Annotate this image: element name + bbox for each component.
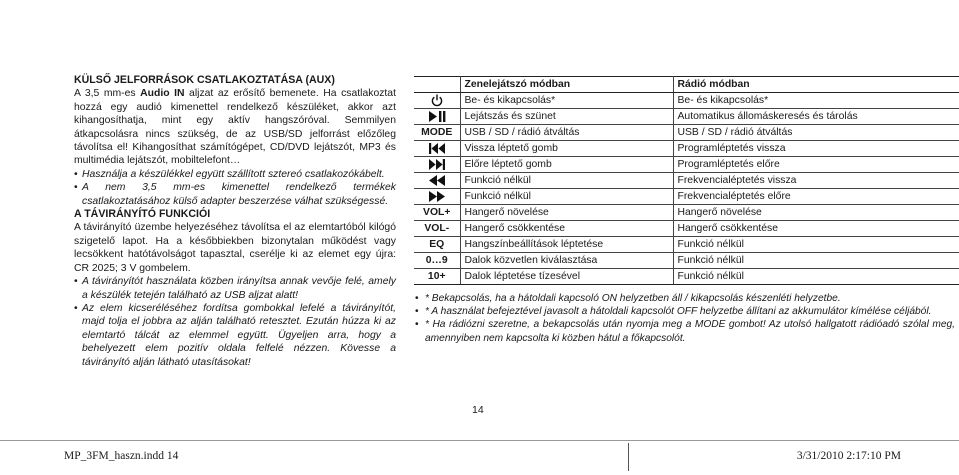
- footer-file: MP_3FM_haszn.indd 14: [64, 450, 179, 462]
- table-row: [414, 205, 959, 221]
- list-item: • A nem 3,5 mm-es kimenettel rendelkező termékek csatlakoztatásához külső adapter beszerzése válhat szükségessé.: [74, 181, 396, 208]
- table-row: [414, 237, 959, 253]
- radio-function: Funkció nélkül: [673, 237, 959, 253]
- aux-text-bold: Audio IN: [140, 88, 185, 100]
- table-header-row: [414, 77, 959, 93]
- radio-function: Programléptetés előre: [673, 157, 959, 173]
- radio-function: Automatikus állomáskeresés és tárolás: [673, 109, 959, 125]
- left-column: [74, 74, 396, 369]
- crop-mark: [628, 443, 629, 471]
- print-footer: [0, 440, 959, 475]
- radio-function: Frekvencialéptetés előre: [673, 189, 959, 205]
- radio-function: Funkció nélkül: [673, 253, 959, 269]
- key-label: 10+: [414, 269, 460, 285]
- table-row: [414, 109, 959, 125]
- radio-function: Programléptetés vissza: [673, 141, 959, 157]
- aux-text-a: A 3,5 mm-es: [74, 88, 141, 100]
- play-pause-icon: [414, 109, 460, 125]
- player-function: Előre léptető gomb: [460, 157, 673, 173]
- key-label: VOL-: [414, 221, 460, 237]
- rewind-icon: [414, 173, 460, 189]
- list-item: • A távirányítót használata közben irányítsa annak vevője felé, amely a készülék tetején található az USB aljzat alatt!: [74, 275, 396, 302]
- table-row: [414, 93, 959, 109]
- list-item: • * A használat befejeztével javasolt a hátoldali kapcsolót OFF helyzetbe állítani az akkumulátor kímélése céljából.: [415, 305, 955, 318]
- footer-datetime: 3/31/2010 2:17:10 PM: [796, 450, 901, 462]
- footnotes: [415, 292, 955, 345]
- skip-back-icon: [414, 141, 460, 157]
- list-item: • Az elem kicseréléséhez fordítsa gombokkal lefelé a távirányítót, majd tolja el jobbra az alján található retesztet. Ezután húzza ki az elemtartó tálcát az elemmel együtt. Ügyeljen arra, hogy a behelyezett elem pozitív oldala felfelé nézzen. Kövesse a távirányító alján látható utasításokat!: [74, 302, 396, 369]
- key-label: EQ: [414, 237, 460, 253]
- page-number: 14: [472, 404, 484, 416]
- radio-function: Be- és kikapcsolás*: [673, 93, 959, 109]
- fast-forward-icon: [414, 189, 460, 205]
- aux-paragraph: [74, 87, 396, 167]
- table-row: [414, 189, 959, 205]
- player-function: Vissza léptető gomb: [460, 141, 673, 157]
- section-title-remote: A TÁVIRÁNYÍTÓ FUNKCIÓI: [74, 208, 211, 221]
- section-title-aux: KÜLSŐ JELFORRÁSOK CSATLAKOZTATÁSA (AUX): [74, 74, 335, 86]
- aux-bullets: [74, 168, 396, 208]
- table-row: [414, 269, 959, 285]
- table-row: [414, 141, 959, 157]
- key-label: MODE: [414, 125, 460, 141]
- list-item: • * Bekapcsolás, ha a hátoldali kapcsoló ON helyzetben áll / kikapcsolás készenléti helyzetbe.: [415, 292, 955, 305]
- remote-functions-table: [414, 76, 959, 285]
- key-label: 0…9: [414, 253, 460, 269]
- radio-function: Hangerő csökkentése: [673, 221, 959, 237]
- radio-function: USB / SD / rádió átváltás: [673, 125, 959, 141]
- table-row: [414, 125, 959, 141]
- table-row: [414, 157, 959, 173]
- header-radio: Rádió módban: [673, 77, 959, 93]
- player-function: Funkció nélkül: [460, 189, 673, 205]
- player-function: Lejátszás és szünet: [460, 109, 673, 125]
- player-function: Funkció nélkül: [460, 173, 673, 189]
- player-function: Dalok léptetése tízesével: [460, 269, 673, 285]
- radio-function: Funkció nélkül: [673, 269, 959, 285]
- player-function: USB / SD / rádió átváltás: [460, 125, 673, 141]
- skip-forward-icon: [414, 157, 460, 173]
- remote-paragraph: A távirányító üzembe helyezéséhez távolítsa el az elemtartóból kilógó szigetelő lapot. Ha a későbbiekben bizonytalan működést vagy lecsökkent hatótávolságot tapasztal, cserélje ki az elemet egy újra: CR 2025; 3 V gombelem.: [74, 222, 396, 274]
- radio-function: Hangerő növelése: [673, 205, 959, 221]
- list-item: • Használja a készülékkel együtt szállított sztereó csatlakozókábelt.: [74, 168, 396, 181]
- header-player: Zenelejátszó módban: [460, 77, 673, 93]
- table-row: [414, 221, 959, 237]
- player-function: Be- és kikapcsolás*: [460, 93, 673, 109]
- header-key: [414, 77, 460, 93]
- power-icon: [414, 93, 460, 109]
- player-function: Hangerő csökkentése: [460, 221, 673, 237]
- player-function: Dalok közvetlen kiválasztása: [460, 253, 673, 269]
- radio-function: Frekvencialéptetés vissza: [673, 173, 959, 189]
- table-row: [414, 253, 959, 269]
- key-label: VOL+: [414, 205, 460, 221]
- player-function: Hangszínbeállítások léptetése: [460, 237, 673, 253]
- table-row: [414, 173, 959, 189]
- remote-bullets: [74, 275, 396, 369]
- player-function: Hangerő növelése: [460, 205, 673, 221]
- aux-text-b: aljzat az erősítő bemenete. Ha csatlakoztat hozzá egy audió kimenettel rendelkező készüléket, akkor azt kihangosíthatja, mint egy aktív hangszóróval. Semmilyen átkapcsolásra nincs szükség, de az USB/SD jelforrást előzőleg távolítsa el! Kihangosíthat számítógépet, CD/DVD lejátszót, MP3 és multimédia lejátszót, mobiltelefont…: [74, 88, 396, 167]
- list-item: • * Ha rádiózni szeretne, a bekapcsolás után nyomja meg a MODE gombot! Az utolsó hallgatott rádióadó szólal meg, amennyiben nem kapcsolta ki közben hátul a főkapcsolót.: [415, 318, 955, 344]
